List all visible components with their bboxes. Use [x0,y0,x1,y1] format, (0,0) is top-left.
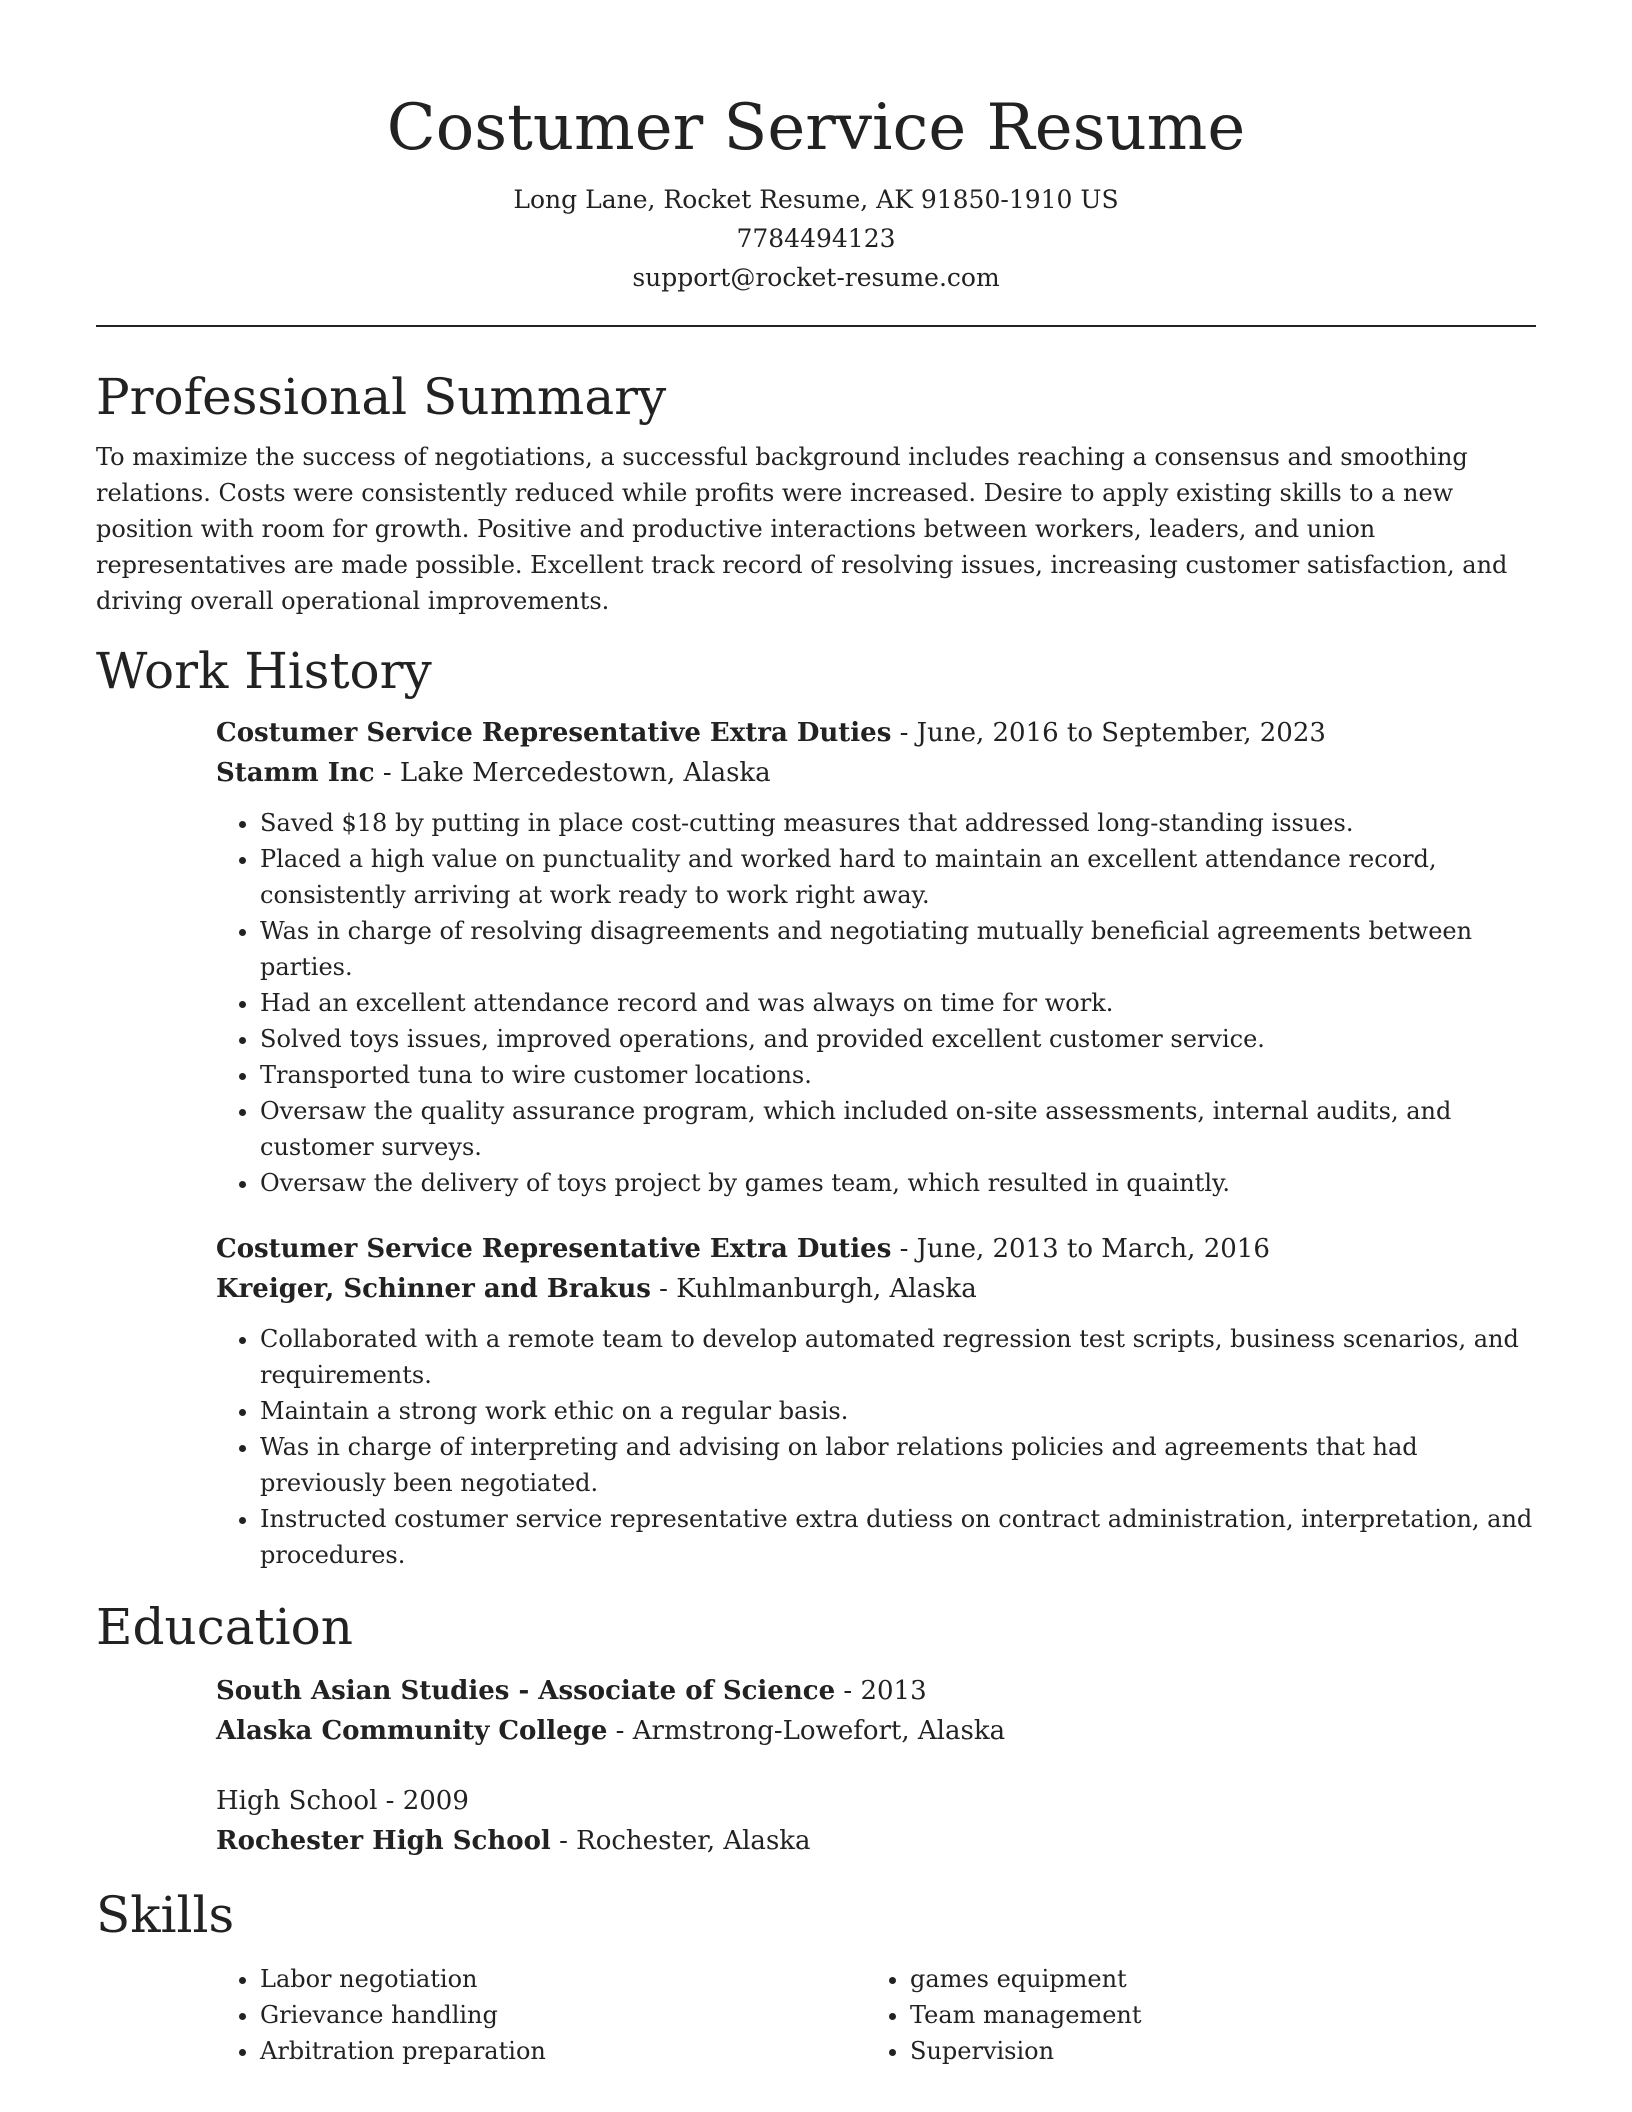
work-heading: Work History [96,642,432,700]
skills-column-right [866,1961,1516,2069]
education-entry [216,1671,1536,1751]
list-item: • Maintain a strong work ethic on a regular basis. [260,1393,1536,1429]
list-item: • Solved toys issues, improved operations, and provided excellent customer service. [260,1021,1536,1057]
job-title-line [216,713,1536,753]
list-item: • Oversaw the delivery of toys project by games team, which resulted in quaintly. [260,1165,1536,1201]
summary-heading: Professional Summary [96,368,667,426]
list-item: • Had an excellent attendance record and was always on time for work. [260,985,1536,1021]
job-bullets [216,1321,1536,1573]
skills-list-left [216,1961,866,2069]
list-item: • Was in charge of resolving disagreements and negotiating mutually beneficial agreements between parties. [260,913,1536,985]
summary-text: To maximize the success of negotiations, a successful background includes reaching a consensus and smoothing relations. Costs were consistently reduced while profits were increased. Desire to apply existing skills to a new position with room for growth. Positive and productive interactions between workers, leaders, and union representatives are made possible. Excellent track record of resolving issues, increasing customer satisfaction, and driving overall operational improvements. [96,443,1508,615]
education-location: - Rochester, Alaska [550,1826,811,1856]
skill-item: • Grievance handling [260,1997,866,2033]
list-item: • Placed a high value on punctuality and worked hard to maintain an excellent attendance record, consistently arriving at work ready to work right away. [260,841,1536,913]
contact-address: Long Lane, Rocket Resume, AK 91850-1910 US [513,185,1119,214]
job-title-line [216,1229,1536,1269]
job-title: Costumer Service Representative Extra Duties [216,718,892,748]
job-entry [216,1229,1536,1573]
list-item: • Oversaw the quality assurance program, which included on-site assessments, internal audits, and customer surveys. [260,1093,1536,1165]
skills-column-left [216,1961,866,2069]
skill-item: • Arbitration preparation [260,2033,866,2069]
job-dates: - June, 2013 to March, 2016 [891,1234,1270,1264]
summary-section [96,365,1536,619]
skill-item: • games equipment [910,1961,1516,1997]
header-divider [96,325,1536,327]
education-section [96,1595,1536,1861]
skill-item: • Supervision [910,2033,1516,2069]
job-company: Stamm Inc [216,758,375,788]
work-section [96,639,1536,1573]
list-item: • Collaborated with a remote team to develop automated regression test scripts, business scenarios, and requirements. [260,1321,1536,1393]
job-location: - Kuhlmanburgh, Alaska [650,1274,977,1304]
list-item: • Instructed costumer service representative extra dutiess on contract administration, interpretation, and procedures. [260,1501,1536,1573]
resume-page [96,0,1536,2112]
contact-block [96,180,1536,297]
skills-heading: Skills [96,1886,235,1944]
education-school: Alaska Community College [216,1716,608,1746]
education-school: Rochester High School [216,1826,551,1856]
education-year: - 2009 [377,1786,469,1816]
skills-grid [216,1961,1536,2069]
job-entry [216,713,1536,1201]
contact-email: support@rocket-resume.com [632,263,1000,292]
job-dates: - June, 2016 to September, 2023 [891,718,1326,748]
job-company-line [216,753,1536,793]
list-item: • Was in charge of interpreting and advising on labor relations policies and agreements that had previously been negotiated. [260,1429,1536,1501]
resume-title: Costumer Service Resume [386,91,1246,165]
education-degree: High School [216,1786,378,1816]
skill-item: • Labor negotiation [260,1961,866,1997]
job-location: - Lake Mercedestown, Alaska [374,758,771,788]
job-company: Kreiger, Schinner and Brakus [216,1274,651,1304]
education-school-line [216,1821,1536,1861]
contact-phone: 7784494123 [736,224,896,253]
education-entry [216,1781,1536,1861]
skills-section [96,1883,1536,2069]
list-item: • Saved $18 by putting in place cost-cutting measures that addressed long-standing issues. [260,805,1536,841]
education-year: - 2013 [835,1676,927,1706]
job-company-line [216,1269,1536,1309]
list-item: • Transported tuna to wire customer locations. [260,1057,1536,1093]
job-bullets [216,805,1536,1201]
education-heading: Education [96,1598,353,1656]
education-degree-line [216,1781,1536,1821]
skill-item: • Team management [910,1997,1516,2033]
education-degree-line [216,1671,1536,1711]
education-degree: South Asian Studies - Associate of Science [216,1676,836,1706]
job-title: Costumer Service Representative Extra Duties [216,1234,892,1264]
education-school-line [216,1711,1536,1751]
education-location: - Armstrong-Lowefort, Alaska [607,1716,1006,1746]
skills-list-right [866,1961,1516,2069]
resume-header [96,0,1536,327]
